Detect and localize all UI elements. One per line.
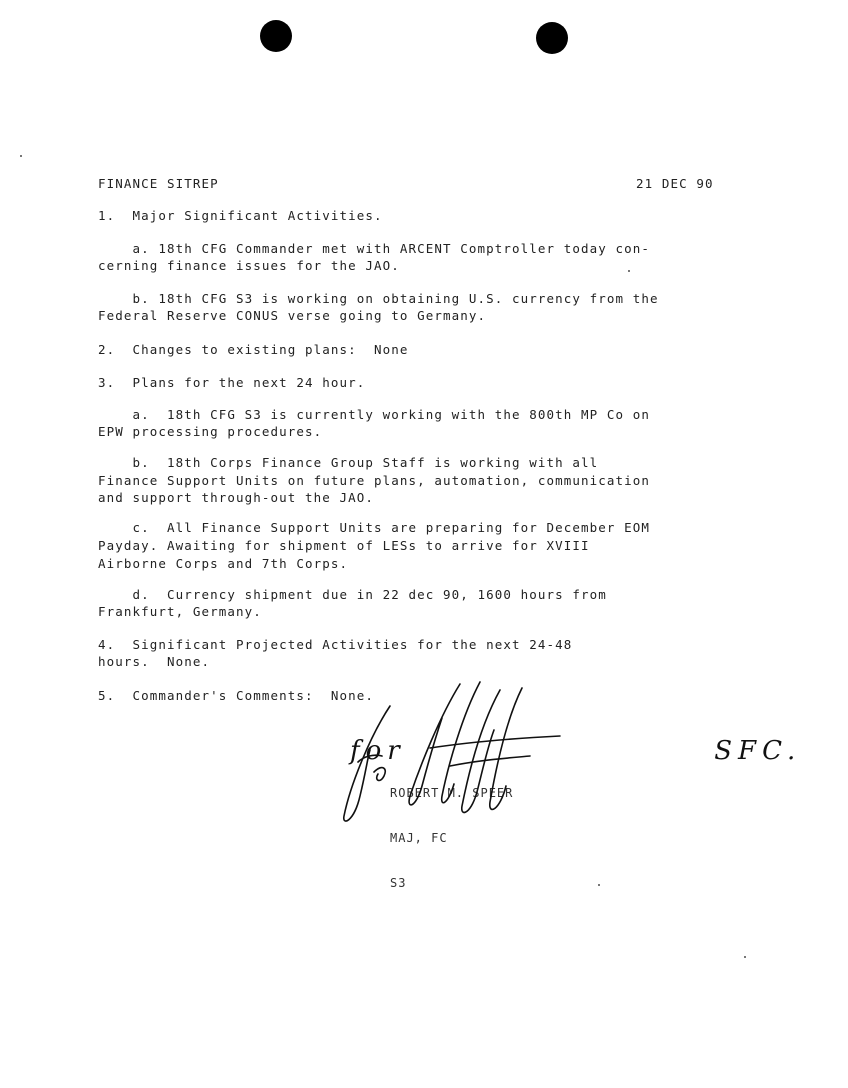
punch-hole-left [260, 20, 292, 52]
section-3c-line-1: c. All Finance Support Units are preparing for December EOM [98, 520, 651, 535]
section-2-heading: 2. Changes to existing plans: None [98, 342, 409, 357]
handwritten-sfc: for SFC. [350, 736, 802, 766]
punch-hole-right [536, 22, 568, 54]
section-1a-line-1: a. 18th CFG Commander met with ARCENT Comptroller today con- [98, 241, 651, 256]
signer-name: ROBERT M. SPEER [390, 786, 514, 800]
section-3b-line-2: Finance Support Units on future plans, automation, communication [98, 473, 651, 488]
section-1a-line-2: cerning finance issues for the JAO. [98, 258, 400, 273]
scan-speck [744, 956, 746, 958]
scan-speck [20, 155, 22, 157]
section-3-heading: 3. Plans for the next 24 hour. [98, 375, 366, 390]
section-1b-line-1: b. 18th CFG S3 is working on obtaining U.S. currency from the [98, 291, 659, 306]
document-title: FINANCE SITREP [98, 176, 219, 191]
section-4-line-1: 4. Significant Projected Activities for the next 24-48 [98, 637, 573, 652]
section-3d-line-1: d. Currency shipment due in 22 dec 90, 1600 hours from [98, 587, 607, 602]
section-3a-line-1: a. 18th CFG S3 is currently working with the 800th MP Co on [98, 407, 651, 422]
section-3d-line-2: Frankfurt, Germany. [98, 604, 262, 619]
section-3c-line-3: Airborne Corps and 7th Corps. [98, 556, 349, 571]
signer-rank: MAJ, FC [390, 831, 448, 845]
section-3b-line-1: b. 18th Corps Finance Group Staff is working with all [98, 455, 599, 470]
section-1-heading: 1. Major Significant Activities. [98, 208, 383, 223]
scan-speck [628, 270, 630, 272]
section-3c-line-2: Payday. Awaiting for shipment of LESs to arrive for XVIII [98, 538, 590, 553]
signer-position: S3 [390, 876, 407, 890]
document-date: 21 DEC 90 [636, 176, 714, 191]
section-4-line-2: hours. None. [98, 654, 211, 669]
section-3a-line-2: EPW processing procedures. [98, 424, 323, 439]
scan-speck [598, 884, 600, 886]
section-5-heading: 5. Commander's Comments: None. [98, 688, 375, 703]
section-3b-line-3: and support through-out the JAO. [98, 490, 375, 505]
section-1b-line-2: Federal Reserve CONUS verse going to Germany. [98, 308, 487, 323]
